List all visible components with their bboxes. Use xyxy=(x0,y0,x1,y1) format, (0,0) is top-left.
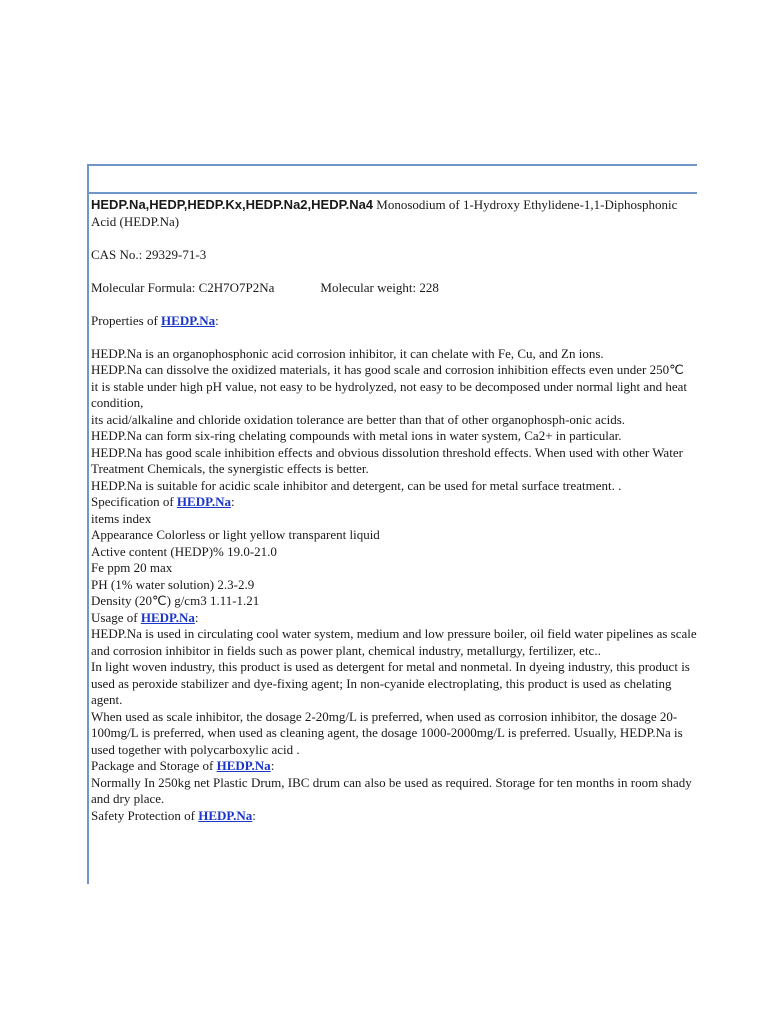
usage-line: When used as scale inhibitor, the dosage 2-20mg/L is preferred, when used as corrosion inhibitor, the dosage 20-100mg/L is preferred, when used as cleaning agent, the dosage 1000-2000mg/L is preferred. Usually, HEDP.Na is used together with polycarboxylic acid . xyxy=(91,708,683,757)
formula-line xyxy=(91,280,703,297)
hedp-link-properties[interactable]: HEDP.Na xyxy=(161,312,216,328)
header-rule xyxy=(87,192,697,194)
document-frame xyxy=(87,164,697,884)
hedp-link-package[interactable]: HEDP.Na xyxy=(216,758,271,773)
product-title xyxy=(91,197,703,230)
spec-line: Density (20℃) g/cm3 1.11-1.21 xyxy=(91,593,260,608)
hedp-link-safety[interactable]: HEDP.Na xyxy=(198,807,253,823)
product-description: Monosodium of 1-Hydroxy Ethylidene-1,1-Diphosphonic Acid (HEDP.Na) xyxy=(91,197,678,229)
product-names: HEDP.Na,HEDP,HEDP.Kx,HEDP.Na2,HEDP.Na4 xyxy=(91,197,374,212)
hedp-link-usage[interactable]: HEDP.Na xyxy=(140,609,195,625)
molecular-weight: Molecular weight: 228 xyxy=(320,279,439,295)
spec-line: PH (1% water solution) 2.3-2.9 xyxy=(91,576,255,592)
properties-line: HEDP.Na has good scale inhibition effects and obvious dissolution threshold effects. When used with other Water Treatment Chemicals, the synergistic effects is better. xyxy=(91,444,683,476)
properties-heading: Properties of HEDP.Na: xyxy=(91,312,219,328)
hedp-link-specification[interactable]: HEDP.Na xyxy=(176,494,231,509)
properties-line: it is stable under high pH value, not easy to be hydrolyzed, not easy to be decomposed under normal light and heat condition, xyxy=(91,378,688,410)
properties-line: HEDP.Na can form six-ring chelating compounds with metal ions in water system, Ca2+ in particular. xyxy=(91,428,622,443)
safety-heading: Safety Protection of HEDP.Na: xyxy=(91,807,256,823)
left-rule xyxy=(87,164,89,884)
usage-line: In light woven industry, this product is used as detergent for metal and nonmetal. In dyeing industry, this product is used as peroxide stabilizer and dye-fixing agent; In non-cyanide electroplating, this product is used as chelating agent. xyxy=(91,659,690,707)
specification-heading: Specification of HEDP.Na: xyxy=(91,494,235,509)
top-rule xyxy=(87,164,697,166)
document-body xyxy=(91,197,703,824)
spec-line: items index xyxy=(91,510,152,526)
package-line: Normally In 250kg net Plastic Drum, IBC drum can also be used as required. Storage for ten months in room shady and dry place. xyxy=(91,774,692,806)
properties-line: HEDP.Na is suitable for acidic scale inhibitor and detergent, can be used for metal surface treatment. . xyxy=(91,477,622,493)
spec-line: Active content (HEDP)% 19.0-21.0 xyxy=(91,543,277,559)
usage-heading: Usage of HEDP.Na: xyxy=(91,609,199,625)
usage-line: HEDP.Na is used in circulating cool water system, medium and low pressure boiler, oil field water pipelines as scale and corrosion inhibitor in fields such as power plant, chemical industry, metallurgy, fertilizer, etc.. xyxy=(91,626,697,658)
properties-line: HEDP.Na can dissolve the oxidized materials, it has good scale and corrosion inhibition effects even under 250℃ xyxy=(91,362,684,377)
package-heading: Package and Storage of HEDP.Na: xyxy=(91,758,275,773)
molecular-formula: Molecular Formula: C2H7O7P2Na xyxy=(91,279,275,295)
cas-number: CAS No.: 29329-71-3 xyxy=(91,246,207,262)
properties-line: its acid/alkaline and chloride oxidation tolerance are better than that of other organophosph-onic acids. xyxy=(91,411,626,427)
spec-line: Appearance Colorless or light yellow transparent liquid xyxy=(91,527,380,542)
spec-line: Fe ppm 20 max xyxy=(91,560,173,575)
properties-line: HEDP.Na is an organophosphonic acid corrosion inhibitor, it can chelate with Fe, Cu, and Zn ions. xyxy=(91,345,604,361)
